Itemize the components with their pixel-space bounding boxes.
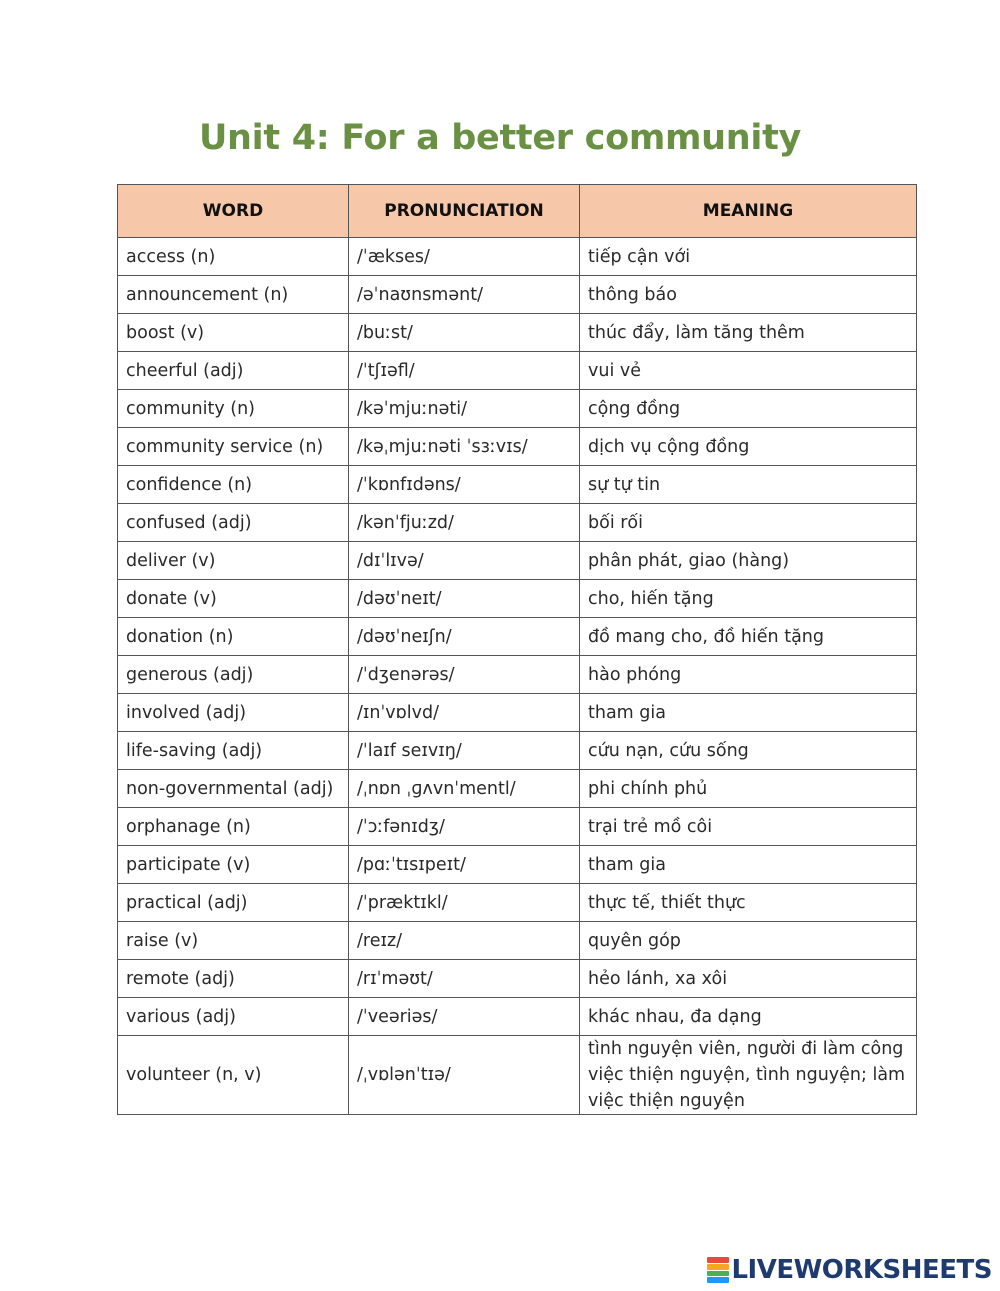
word-cell: confused (adj) (118, 504, 349, 542)
word-cell: orphanage (n) (118, 808, 349, 846)
pronunciation-cell: /əˈnaʊnsmənt/ (349, 276, 580, 314)
meaning-cell: tham gia (580, 694, 917, 732)
table-row (118, 808, 917, 846)
pronunciation-cell: /dɪˈlɪvə/ (349, 542, 580, 580)
table-row (118, 846, 917, 884)
pronunciation-cell: /ɪnˈvɒlvd/ (349, 694, 580, 732)
pronunciation-cell: /dəʊˈneɪʃn/ (349, 618, 580, 656)
word-cell: involved (adj) (118, 694, 349, 732)
pronunciation-cell: /ˈveəriəs/ (349, 998, 580, 1036)
table-row (118, 466, 917, 504)
meaning-cell: quyên góp (580, 922, 917, 960)
pronunciation-cell: /kənˈfjuːzd/ (349, 504, 580, 542)
meaning-cell: thực tế, thiết thực (580, 884, 917, 922)
table-row (118, 618, 917, 656)
meaning-cell: vui vẻ (580, 352, 917, 390)
table-row (118, 656, 917, 694)
pronunciation-cell: /rɪˈməʊt/ (349, 960, 580, 998)
word-cell: community service (n) (118, 428, 349, 466)
meaning-cell: tình nguyện viên, người đi làm công việc thiện nguyện, tình nguyện; làm việc thiện nguyện (580, 1036, 917, 1115)
pronunciation-cell: /pɑːˈtɪsɪpeɪt/ (349, 846, 580, 884)
word-cell: life-saving (adj) (118, 732, 349, 770)
meaning-cell: phi chính phủ (580, 770, 917, 808)
meaning-cell: đồ mang cho, đồ hiến tặng (580, 618, 917, 656)
word-cell: generous (adj) (118, 656, 349, 694)
word-cell: non-governmental (adj) (118, 770, 349, 808)
meaning-cell: cộng đồng (580, 390, 917, 428)
meaning-cell: thúc đẩy, làm tăng thêm (580, 314, 917, 352)
meaning-cell: thông báo (580, 276, 917, 314)
liveworksheets-logo-icon (707, 1257, 729, 1283)
table-row (118, 238, 917, 276)
pronunciation-cell: /ˈækses/ (349, 238, 580, 276)
meaning-cell: hào phóng (580, 656, 917, 694)
header-meaning: MEANING (580, 185, 917, 238)
pronunciation-cell: /ˈlaɪf seɪvɪŋ/ (349, 732, 580, 770)
word-cell: remote (adj) (118, 960, 349, 998)
word-cell: participate (v) (118, 846, 349, 884)
pronunciation-cell: /kəˌmjuːnəti ˈsɜːvɪs/ (349, 428, 580, 466)
word-cell: donate (v) (118, 580, 349, 618)
meaning-cell: sự tự tin (580, 466, 917, 504)
table-row (118, 960, 917, 998)
header-pronunciation: PRONUNCIATION (349, 185, 580, 238)
logo-mark-bar (707, 1264, 729, 1270)
pronunciation-cell: /buːst/ (349, 314, 580, 352)
meaning-cell: tiếp cận với (580, 238, 917, 276)
pronunciation-cell: /ˈpræktɪkl/ (349, 884, 580, 922)
meaning-cell: dịch vụ cộng đồng (580, 428, 917, 466)
word-cell: announcement (n) (118, 276, 349, 314)
table-row (118, 922, 917, 960)
meaning-cell: trại trẻ mồ côi (580, 808, 917, 846)
table-row (118, 580, 917, 618)
meaning-cell: hẻo lánh, xa xôi (580, 960, 917, 998)
word-cell: confidence (n) (118, 466, 349, 504)
vocabulary-table (117, 184, 917, 1115)
pronunciation-cell: /ˌnɒn ˌɡʌvnˈmentl/ (349, 770, 580, 808)
word-cell: community (n) (118, 390, 349, 428)
table-row (118, 732, 917, 770)
meaning-cell: cứu nạn, cứu sống (580, 732, 917, 770)
pronunciation-cell: /ˈdʒenərəs/ (349, 656, 580, 694)
table-row (118, 770, 917, 808)
word-cell: boost (v) (118, 314, 349, 352)
meaning-cell: cho, hiến tặng (580, 580, 917, 618)
table-row (118, 314, 917, 352)
table-row (118, 694, 917, 732)
table-row (118, 998, 917, 1036)
page-title: Unit 4: For a better community (198, 118, 802, 158)
word-cell: various (adj) (118, 998, 349, 1036)
pronunciation-cell: /dəʊˈneɪt/ (349, 580, 580, 618)
word-cell: access (n) (118, 238, 349, 276)
word-cell: practical (adj) (118, 884, 349, 922)
liveworksheets-logo[interactable] (707, 1253, 992, 1287)
logo-mark-bar (707, 1257, 729, 1263)
table-header (118, 185, 917, 238)
word-cell: donation (n) (118, 618, 349, 656)
word-cell: volunteer (n, v) (118, 1036, 349, 1115)
table-row (118, 1036, 917, 1115)
logo-mark-bar (707, 1277, 729, 1283)
table-body (118, 238, 917, 1115)
word-cell: deliver (v) (118, 542, 349, 580)
pronunciation-cell: /ˌvɒlənˈtɪə/ (349, 1036, 580, 1115)
pronunciation-cell: /ˈtʃɪəfl/ (349, 352, 580, 390)
table-row (118, 390, 917, 428)
meaning-cell: phân phát, giao (hàng) (580, 542, 917, 580)
logo-mark-bar (707, 1271, 729, 1277)
table-row (118, 504, 917, 542)
header-word: WORD (118, 185, 349, 238)
meaning-cell: khác nhau, đa dạng (580, 998, 917, 1036)
meaning-cell: tham gia (580, 846, 917, 884)
table-row (118, 542, 917, 580)
table-row (118, 884, 917, 922)
table-row (118, 276, 917, 314)
pronunciation-cell: /ˈɔːfənɪdʒ/ (349, 808, 580, 846)
logo-text: LIVEWORKSHEETS (731, 1255, 992, 1285)
meaning-cell: bối rối (580, 504, 917, 542)
pronunciation-cell: /ˈkɒnfɪdəns/ (349, 466, 580, 504)
pronunciation-cell: /kəˈmjuːnəti/ (349, 390, 580, 428)
table-row (118, 428, 917, 466)
header-row (118, 185, 917, 238)
table-row (118, 352, 917, 390)
word-cell: cheerful (adj) (118, 352, 349, 390)
pronunciation-cell: /reɪz/ (349, 922, 580, 960)
word-cell: raise (v) (118, 922, 349, 960)
